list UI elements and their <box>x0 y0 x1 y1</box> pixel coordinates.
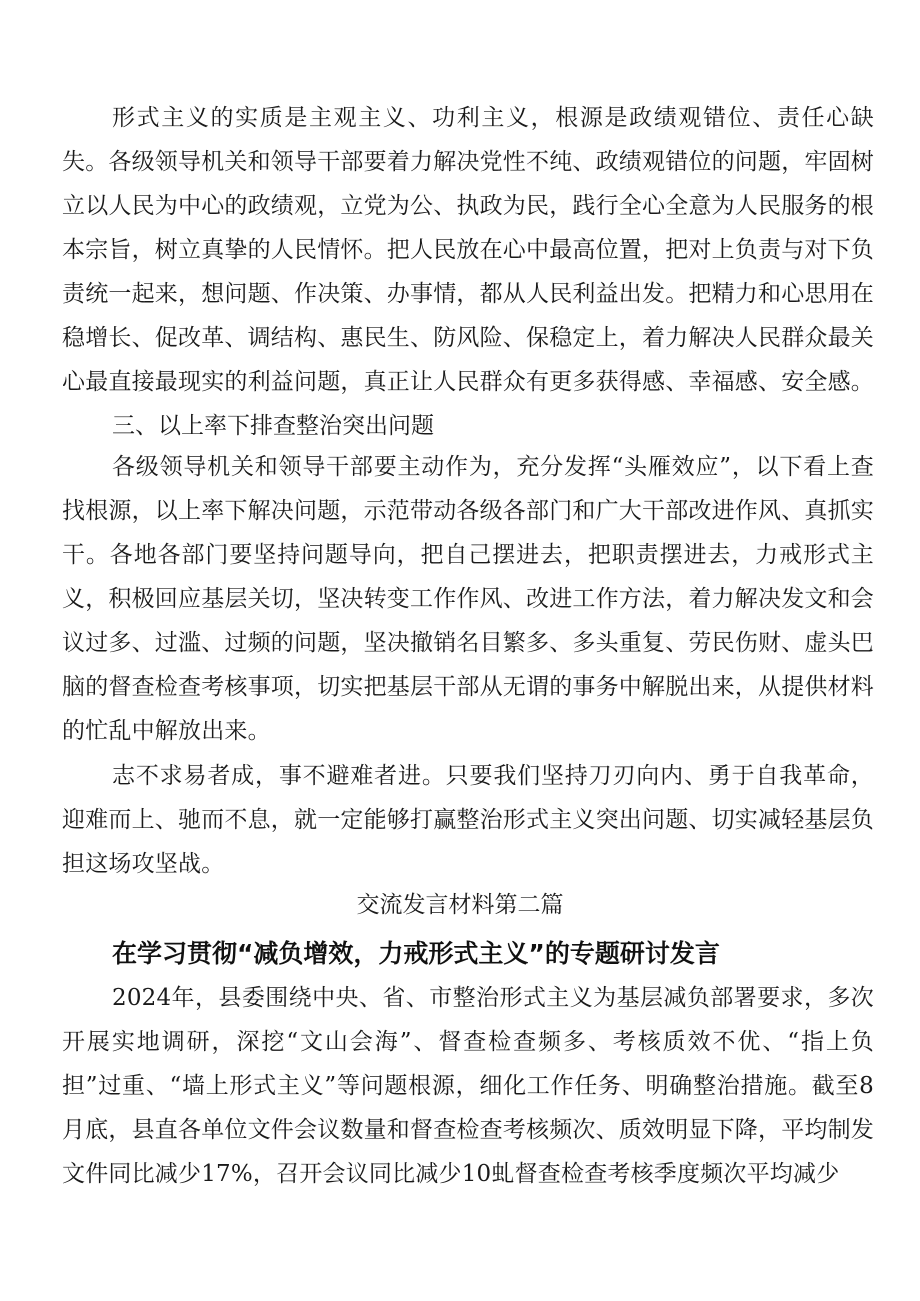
paragraph-county-2024: 2024年，县委围绕中央、省、市整治形式主义为基层减负部署要求，多次开展实地调研，深挖“文山会海”、督查检查频多、考核质效不优、“指上负担”过重、“墙上形式主义”等问题根源，细化工作任务、明确整治措施。截至8月底，县直各单位文件会议数量和督查检查考核频次、质效明显下降，平均制发文件同比减少17%，召开会议同比减少10虬督查检查考核季度频次平均减少 <box>62 985 874 1187</box>
section-subtitle: 交流发言材料第二篇 <box>356 892 564 918</box>
paragraph-conclusion: 志不求易者成，事不避难者进。只要我们坚持刀刃向内、勇于自我革命，迎难而上、驰而不息，就一定能够打赢整治形式主义突出问题、切实减轻基层负担这场攻坚战。 <box>62 763 874 877</box>
section-heading-three: 三、以上率下排查整治突出问题 <box>112 413 434 439</box>
paragraph-lead-by-example: 各级领导机关和领导干部要主动作为，充分发挥“头雁效应”，以下看上查找根源，以上率下解决问题，示范带动各级各部门和广大干部改进作风、真抓实干。各地各部门要坚持问题导向，把自己摆进去，把职责摆进去，力戒形式主义，积极回应基层关切，坚决转变工作作风、改进工作方法，着力解决发文和会议过多、过滥、过频的问题，坚决撤销名目繁多、多头重复、劳民伤财、虚头巴脑的督查检查考核事项，切实把基层干部从无谓的事务中解脱出来，从提供材料的忙乱中解放出来。 <box>62 454 874 744</box>
document-title: 在学习贯彻“减负增效，力戒形式主义”的专题研讨发言 <box>112 939 720 968</box>
paragraph-formalism-essence: 形式主义的实质是主观主义、功利主义，根源是政绩观错位、责任心缺失。各级领导机关和领导干部要着力解决党性不纯、政绩观错位的问题，牢固树立以人民为中心的政绩观，立党为公、执政为民，践行全心全意为人民服务的根本宗旨，树立真挚的人民情怀。把人民放在心中最高位置，把对上负责与对下负责统一起来，想问题、作决策、办事情，都从人民利益出发。把精力和心思用在稳增长、促改革、调结构、惠民生、防风险、保稳定上，着力解决人民群众最关心最直接最现实的利益问题，真正让人民群众有更多获得感、幸福感、安全感。 <box>62 105 874 395</box>
